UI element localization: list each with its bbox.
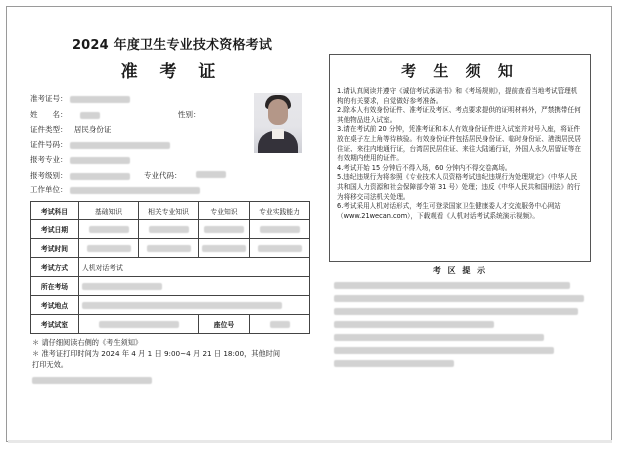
- subject-cell: 专业实践能力: [250, 202, 310, 220]
- room-cell: [79, 315, 199, 334]
- id-no-redacted: [70, 142, 170, 149]
- table-row: [31, 239, 310, 258]
- ticket-no-redacted: [70, 96, 130, 103]
- page-shadow: [8, 440, 612, 443]
- id-type-row: [30, 124, 111, 134]
- id-no-label: 证件号码：: [30, 140, 68, 149]
- table-row: [31, 258, 310, 277]
- seat-header: 座位号: [199, 315, 250, 334]
- date-header: 考试日期: [31, 220, 79, 239]
- level-label: 报考级别：: [30, 171, 68, 180]
- notice-item: 4.考试开始 15 分钟后不得入场，60 分钟内不得交卷离场。: [337, 163, 512, 172]
- candidate-photo: [254, 93, 302, 153]
- address-cell: [79, 296, 310, 315]
- table-row: [31, 296, 310, 315]
- major-code-redacted: [196, 171, 226, 178]
- notice-item: 1.请认真阅读并遵守《诚信考试承诺书》和《考场规则》，提前查看当地考试管理机构的有关要求，自觉做好参考准备。: [337, 87, 578, 105]
- time-cell: [79, 239, 139, 258]
- note-line: ＊ 请仔细阅读右侧的《考生须知》: [32, 338, 143, 347]
- date-cell: [79, 220, 139, 239]
- site-header: 所在考场: [31, 277, 79, 296]
- major-label: 报考专业：: [30, 155, 68, 164]
- mode-value: 人机对话考试: [79, 258, 310, 277]
- notice-item: 3.请在考试前 20 分钟，凭准考证和本人有效身份证件进入试室并对号入座，将证件放在桌子左上角等待核验。有效身份证件包括居民身份证、临时身份证、港澳居民居住证、来往内地通行证，台湾居民居住证、来往大陆通行证，外国人永久居留证等在有效期内使用的证件。: [337, 125, 581, 163]
- id-type-value: 居民身份证: [73, 125, 112, 134]
- table-row: [31, 315, 310, 334]
- exam-area-hint-text: [334, 282, 590, 373]
- time-header: 考试时间: [31, 239, 79, 258]
- note-line: 打印无效。: [32, 360, 68, 369]
- notice-item: 5.违纪违规行为将参照《专业技术人员资格考试违纪违规行为处理规定》（中华人民共和国人力资源和社会保障部令第 31 号）处理；违反《中华人民共和国刑法》的行为将移交司法机关处理。: [337, 173, 581, 201]
- name-label: 姓 名：: [30, 110, 68, 119]
- note-line: ＊ 准考证打印时间为 2024 年 4 月 1 日 9:00~4 月 21 日 18:00，其他时间: [32, 349, 281, 358]
- subject-cell: 相关专业知识: [139, 202, 199, 220]
- date-cell: [199, 220, 250, 239]
- admission-header: [30, 34, 314, 82]
- notice-list: [337, 87, 583, 221]
- time-cell: [139, 239, 199, 258]
- subject-cell: 基础知识: [79, 202, 139, 220]
- time-cell: [250, 239, 310, 258]
- employer-redacted: [70, 187, 200, 194]
- major-redacted: [70, 157, 130, 164]
- name-redacted: [80, 112, 100, 119]
- major-code-label: 专业代码：: [144, 171, 182, 180]
- employer-label: 工作单位：: [30, 185, 68, 194]
- level-redacted: [70, 173, 130, 180]
- table-row: [31, 202, 310, 220]
- level-row: [30, 170, 310, 180]
- id-no-row: [30, 139, 170, 149]
- subject-cell: 专业知识: [199, 202, 250, 220]
- mode-header: 考试方式: [31, 258, 79, 277]
- site-cell: [79, 277, 310, 296]
- seat-cell: [250, 315, 310, 334]
- major-row: [30, 154, 130, 164]
- exam-title: 2024 年度卫生专业技术资格考试: [71, 38, 273, 53]
- print-notes: [32, 337, 314, 385]
- date-cell: [139, 220, 199, 239]
- table-row: [31, 220, 310, 239]
- ticket-no-row: [30, 93, 130, 103]
- employer-row: [30, 184, 200, 194]
- exam-schedule-table: [30, 201, 310, 334]
- notice-title: 考 生 须 知: [401, 62, 519, 80]
- candidate-notice: [329, 54, 591, 262]
- date-cell: [250, 220, 310, 239]
- table-row: [31, 277, 310, 296]
- notice-item: 6.考试采用人机对话形式，考生可登录国家卫生健康委人才交流服务中心网站（www.21wecan.com），下载观看《人机对话考试系统演示视频》。: [337, 202, 561, 220]
- exam-area-hint-title: 考 区 提 示: [432, 266, 488, 275]
- ticket-title: 准 考 证: [120, 62, 224, 82]
- id-type-label: 证件类型：: [30, 125, 68, 134]
- time-cell: [199, 239, 250, 258]
- address-header: 考试地点: [31, 296, 79, 315]
- name-row: [30, 109, 230, 119]
- gender-label: 性别：: [178, 110, 201, 119]
- room-header: 考试试室: [31, 315, 79, 334]
- notice-item: 2.除本人有效身份证件、准考证及考区、考点要求提供的证明材料外，严禁携带任何其他物品进入试室。: [337, 106, 581, 124]
- candidate-info: [30, 93, 314, 201]
- ticket-no-label: 准考证号：: [30, 94, 68, 103]
- note-redacted: [32, 374, 314, 385]
- subject-header: 考试科目: [31, 202, 79, 220]
